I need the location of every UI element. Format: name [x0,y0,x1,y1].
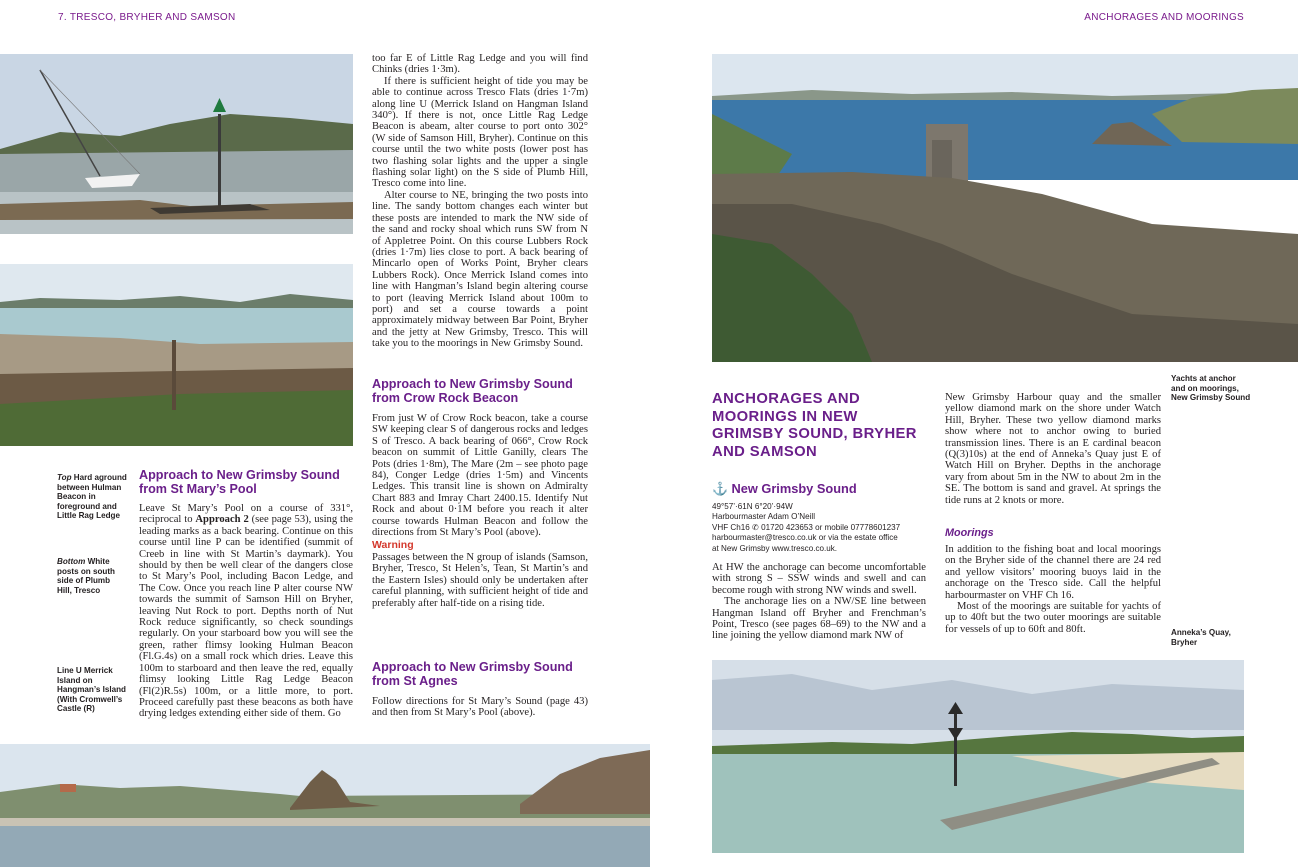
photo-white-posts [0,264,353,446]
caption-top: Top Hard aground between Hulman Beacon in foreground and Little Rag Ledge [57,473,127,521]
text-anchorage: At HW the anchorage can become uncomfortable with strong S – SSW winds and swell and can become rough with strong NW winds and swell. The anchorage lies on a NW/SE line between Hangman Island off Bryher and Frenchman’s Point, Tresco (see pages 68–69) to the NW and a line joining the yellow diamond mark NW of [712,562,926,642]
harbour-info [712,502,936,554]
warning-text: Passages between the N group of islands (Samson, Bryher, Tresco, St Helen’s, Tean, St Martin’s and the Eastern Isles) should only be undertaken after careful planning, with sufficient height of tide and preferably after half-tide on a rising tide. [372,551,588,609]
text-tresco-flats: too far E of Little Rag Ledge and you will find Chinks (dries 1·3m). If there is sufficient height of tide you may be able to continue across Tresco Flats (dries 1·7m) along line U (Merrick Island on Hangman Island 340°). If there is not, once Little Rag Ledge Beacon is abeam, alter course to port onto 302° (W side of Samson Hill, Bryher). Continue on this course until the two white posts (lower post has two flashing solar lights and the upper a single flashing solar light) on the S side of Plumb Hill, Tresco come into line. Alter course to NE, bringing the two posts into line. The sandy bottom changes each winter but these posts are intended to mark the NW side of the sand and rocky shoal which runs SW from N of Appletree Point. On this course Lubbers Rock (dries 1·7m) lies close to port. A back bearing of Mincarlo open of Works Point, Bryher clears Lubbers Rock). Once Merrick Island comes into line with Hangman’s Island begin altering course to port (leaving Merrick Island about 100m to port) and set a course towards a point approximately midway between Bar Point, Bryher and the jetty at New Grimsby, Tresco. This will take you to the moorings in New Grimsby Sound. [372,53,588,350]
phone-icon: ✆ [752,522,759,532]
caption-line-u: Line U Merrick Island on Hangman’s Island (With Cromwell’s Castle (R) [57,666,126,714]
subhead-new-grimsby: ⚓ New Grimsby Sound [712,481,857,496]
heading-approach-st-marys: Approach to New Grimsby Sound from St Mary’s Pool [139,468,340,496]
text-approach-crow-rock: From just W of Crow Rock beacon, take a course SW keeping clear S of dangerous rocks and ledges S of Tresco. A back bearing of 066°, Crow Rock beacon on summit of Little Ganilly, clears The Pots (dries 1·8m), The Mare (2m – see photo page 84), Conger Ledge (dries 1·5m) and Vincents Ledges. This transit line is shown on Admiralty Chart 883 and Imray Chart 2400.15. Identify Nut Rock and about 0·1M before you reach it alter course towards Hulman Beacon and follow the directions from St Mary’s Pool (above). Warning Passages between the N group of islands (Samson, Bryher, Tresco, St Helen’s, Tean, St Martin’s and the Eastern Isles) should only be undertaken after careful planning, with sufficient height of tide and preferably after half-tide on a rising tide. [372,413,588,609]
photo-annekas-quay [712,660,1244,853]
section-title: ANCHORAGES AND MOORINGS IN NEW GRIMSBY SOUND, BRYHER AND SAMSON [712,391,917,460]
info-harbourmaster: Harbourmaster Adam O’Neill [712,512,816,522]
text-anchorage-cont: New Grimsby Harbour quay and the smaller yellow diamond mark on the shore under Watch Hill, Bryher. These two yellow diamond marks show where not to anchor owing to buried transmission lines. There is an E cardinal beacon (Q(3)10s) at the end of Anneka’s Quay just E of Watch Hill on Bryher. Depths in the anchorage vary from about 5m in the NW to about 2m in the SE. The bottom is sand and gravel. At springs the tide runs at 2 knots or more. [945,392,1161,506]
caption-bottom: Bottom White posts on south side of Plumb Hill, Tresco [57,557,115,595]
info-position: 49°57’·61N 6°20’·94W [712,502,793,511]
warning-heading: Warning [372,539,414,552]
info-vhf-phone: VHF Ch16 ✆ 01720 423653 or mobile 07778601237 [712,522,901,532]
caption-yachts: Yachts at anchor and on moorings, New Grimsby Sound [1171,374,1251,403]
photo-cromwells-castle [0,744,650,867]
text-approach-st-agnes: Follow directions for St Mary’s Sound (page 43) and then from St Mary’s Pool (above). [372,696,588,719]
photo-new-grimsby-sound [712,54,1298,362]
heading-approach-st-agnes: Approach to New Grimsby Sound from St Agnes [372,660,573,688]
text-approach-st-marys: Leave St Mary’s Pool on a course of 331°, reciprocal to Approach 2 (see page 53), using the leading marks as a back bearing. Continue on this course until line P can be identified (summit of Creeb in line with St Martin’s daymark). You should by then be well clear of the dangers close to St Mary’s Pool, including Bacon Ledge, and The Cow. Once you reach line P alter course NW towards the summit of Samson Hill on Bryher, leaving Nut Rock to port. Depths north of Nut Rock reduce significantly, so check soundings regularly. On your starboard bow you will see the green, rather flimsy looking Hulman Beacon (Fl.G.4s) on a small rock which dries. Leave this 100m to starboard and then leave the red, equally flimsy looking Little Rag Ledge Beacon (Fl(2)R.5s) 100m, or a little more, to port. Proceed carefully past these beacons as both have drying ledges extending either side of them. Go [139,503,354,720]
info-email: harbourmaster@tresco.co.uk or via the estate office [712,533,898,543]
caption-annekas-quay: Anneka’s Quay, Bryher [1171,628,1231,647]
running-head-right: ANCHORAGES AND MOORINGS [1084,12,1244,23]
running-head-left: 7. TRESCO, BRYHER AND SAMSON [58,12,236,23]
heading-moorings: Moorings [945,527,994,539]
text-moorings: In addition to the fishing boat and local moorings on the Bryher side of the channel there are 24 red and yellow visitors’ mooring buoys laid in the anchorage on the Tresco side. Call the helpful harbourmaster on VHF Ch 16. Most of the moorings are suitable for yachts of up to 40ft but the two outer moorings are suitable for vessels of up to 60ft and 80ft. [945,544,1161,635]
heading-approach-crow-rock: Approach to New Grimsby Sound from Crow Rock Beacon [372,377,573,405]
photo-yacht-aground [0,54,353,234]
anchor-icon: ⚓ [712,481,728,496]
info-web: at New Grimsby www.tresco.co.uk. [712,543,838,553]
